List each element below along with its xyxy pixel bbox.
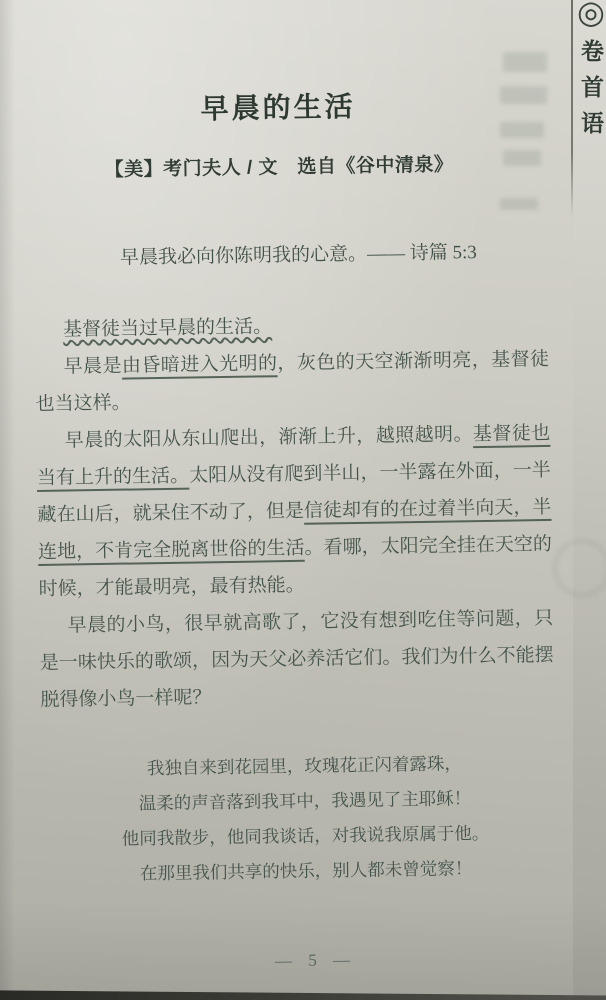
page-title: 早晨的生活	[200, 90, 356, 125]
poem	[21, 744, 589, 893]
underlined-segment: 由昏暗进入光明的	[121, 353, 278, 377]
text-segment: 太阳从没有爬到半山，一半露在外面，一半藏在山后，就呆住不动了，但是	[37, 459, 551, 526]
ghost-text	[500, 86, 547, 104]
ghost-text	[503, 52, 547, 72]
body-paragraphs	[34, 304, 554, 719]
circle-icon: ◎	[577, 0, 605, 30]
underlined-segment: 基督徒也当有上升的生活。	[36, 422, 551, 489]
text-segment: ，灰色的天空渐渐明亮，基督徒也当这样。	[35, 348, 550, 415]
poem-line: 在那里我们共享的快乐，别人都未曾觉察！	[139, 858, 473, 884]
poem-line: 我独自来到花园里，玫瑰花正闪着露珠，	[146, 753, 463, 779]
margin-vertical-label	[581, 40, 604, 135]
ghost-text	[500, 122, 544, 138]
margin-label-char: 卷	[581, 38, 604, 64]
text-segment: 早晨是	[63, 355, 123, 378]
underlined-segment: 基督徒当过早晨的生活。	[62, 316, 273, 341]
ghost-text	[500, 198, 538, 210]
byline: 【美】考门夫人 / 文 选自《谷中清泉》	[104, 154, 454, 181]
ghost-text	[503, 150, 541, 166]
text-segment: 。看哪，太阳完全挂在天空的时候，才能最明亮，最有热能。	[38, 533, 553, 600]
paragraph	[36, 415, 553, 608]
text-segment: 早晨的小鸟，很早就高歌了，它没有想到吃住等问题，只是一味快乐的歌颂，因为天父必养活它们。我们为什么不能摆脱得像小鸟一样呢？	[39, 607, 554, 711]
poem-line: 温柔的声音落到我耳中，我遇见了主耶稣！	[138, 788, 472, 814]
epigraph-scripture-quote: 早晨我必向你陈明我的心意。—— 诗篇 5:3	[119, 242, 477, 269]
margin-strip	[573, 0, 606, 1000]
margin-label-char: 语	[581, 110, 604, 136]
paragraph	[35, 341, 550, 423]
underlined-segment: 信徒却有的在过着半向天，半连地，不肯完全脱离世俗的生活	[37, 496, 552, 563]
page-number: — 5 —	[274, 950, 357, 971]
poem-line: 他同我散步，他同我谈话，对我说我原属于他。	[121, 822, 490, 849]
text-segment: 早晨的太阳从东山爬出，渐渐上升，越照越明。	[64, 424, 474, 452]
margin-label-char: 首	[581, 74, 604, 100]
paragraph	[39, 600, 555, 719]
